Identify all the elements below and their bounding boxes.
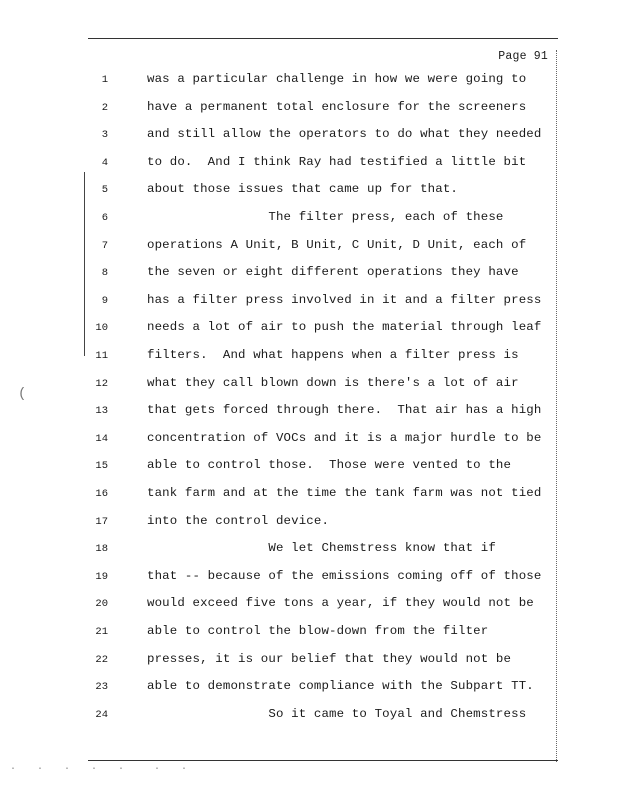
transcript-line [0, 72, 618, 92]
line-text: that -- because of the emissions coming off of those [147, 569, 542, 583]
line-text: about those issues that came up for that. [147, 182, 459, 196]
line-text: presses, it is our belief that they would not be [147, 652, 512, 666]
line-text: tank farm and at the time the tank farm was not tied [147, 486, 542, 500]
line-text: The filter press, each of these [147, 210, 504, 224]
page-number: Page 91 [498, 50, 548, 63]
line-text: into the control device. [147, 514, 330, 528]
transcript-line [0, 486, 618, 506]
line-text: We let Chemstress know that if [147, 541, 496, 555]
bottom-rule [88, 760, 558, 761]
line-number: 6 [101, 212, 108, 224]
line-text: able to control the blow-down from the filter [147, 624, 489, 638]
line-number: 2 [101, 102, 108, 114]
line-number: 24 [95, 709, 108, 721]
transcript-line [0, 238, 618, 258]
transcript-line [0, 182, 618, 202]
line-number: 9 [101, 295, 108, 307]
line-number: 8 [101, 267, 108, 279]
transcript-line [0, 348, 618, 368]
line-text: and still allow the operators to do what they needed [147, 127, 542, 141]
transcript-line [0, 403, 618, 423]
transcript-line [0, 431, 618, 451]
line-text: that gets forced through there. That air has a high [147, 403, 542, 417]
line-text: operations A Unit, B Unit, C Unit, D Unit, each of [147, 238, 527, 252]
top-rule [88, 38, 558, 39]
transcript-line [0, 376, 618, 396]
transcript-line [0, 210, 618, 230]
line-text: able to demonstrate compliance with the Subpart TT. [147, 679, 534, 693]
transcript-line [0, 679, 618, 699]
transcript-line [0, 127, 618, 147]
line-number: 17 [95, 516, 108, 528]
scan-artifact-dots: . . . . . . . [10, 762, 191, 773]
line-text: able to control those. Those were vented to the [147, 458, 512, 472]
line-text: what they call blown down is there's a lot of air [147, 376, 519, 390]
line-number: 5 [101, 184, 108, 196]
transcript-line [0, 569, 618, 589]
line-text: the seven or eight different operations they have [147, 265, 519, 279]
line-number: 22 [95, 654, 108, 666]
transcript-line [0, 293, 618, 313]
line-text: concentration of VOCs and it is a major hurdle to be [147, 431, 542, 445]
line-number: 4 [101, 157, 108, 169]
line-number: 21 [95, 626, 108, 638]
line-number: 10 [95, 322, 108, 334]
line-number: 23 [95, 681, 108, 693]
line-number: 13 [95, 405, 108, 417]
transcript-line [0, 707, 618, 727]
line-number: 15 [95, 460, 108, 472]
line-number: 1 [101, 74, 108, 86]
line-number: 19 [95, 571, 108, 583]
line-text: So it came to Toyal and Chemstress [147, 707, 527, 721]
line-text: would exceed five tons a year, if they would not be [147, 596, 534, 610]
line-text: was a particular challenge in how we were going to [147, 72, 527, 86]
transcript-line [0, 458, 618, 478]
line-number: 14 [95, 433, 108, 445]
line-number: 3 [101, 129, 108, 141]
line-text: filters. And what happens when a filter press is [147, 348, 519, 362]
line-number: 20 [95, 598, 108, 610]
transcript-line [0, 100, 618, 120]
line-number: 12 [95, 378, 108, 390]
line-number: 11 [95, 350, 108, 362]
transcript-line [0, 320, 618, 340]
line-text: has a filter press involved in it and a filter press [147, 293, 542, 307]
transcript-line [0, 541, 618, 561]
line-number: 16 [95, 488, 108, 500]
line-number: 18 [95, 543, 108, 555]
line-number: 7 [101, 240, 108, 252]
transcript-line [0, 155, 618, 175]
line-text: needs a lot of air to push the material through leaf [147, 320, 542, 334]
line-text: have a permanent total enclosure for the screeners [147, 100, 527, 114]
transcript-line [0, 265, 618, 285]
line-text: to do. And I think Ray had testified a little bit [147, 155, 527, 169]
transcript-line [0, 652, 618, 672]
transcript-line [0, 624, 618, 644]
margin-bracket-mark: ( [18, 386, 27, 402]
transcript-line [0, 596, 618, 616]
transcript-line [0, 514, 618, 534]
